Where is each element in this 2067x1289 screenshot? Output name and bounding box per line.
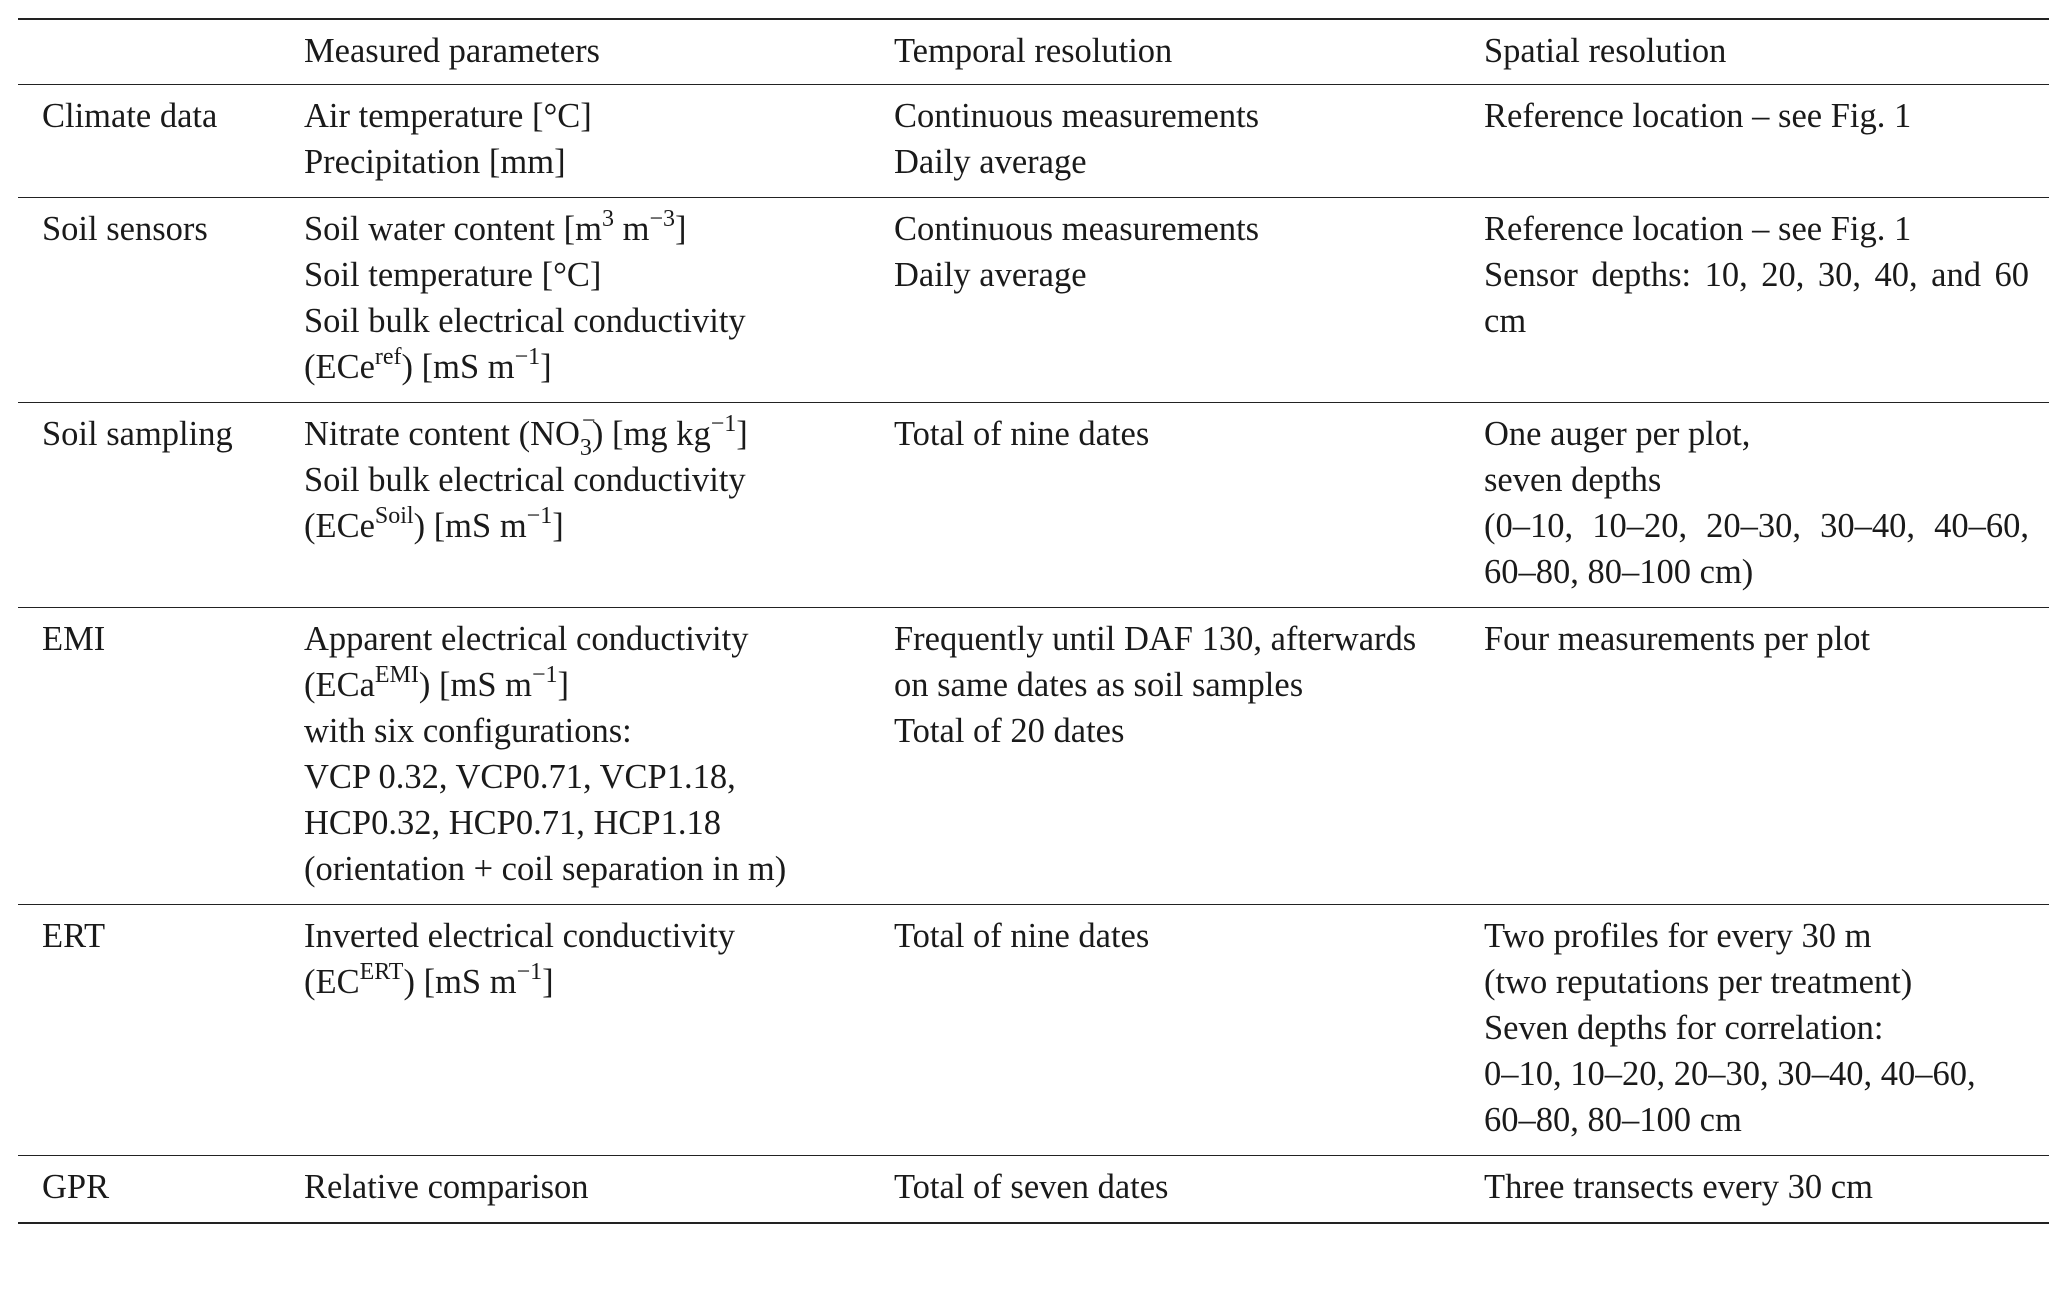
soil-water-content: Soil water content [$m^3$ $m^{-3}$] <box>304 206 687 248</box>
spatial-resolution-cell: Reference location – see Fig. 1 Sensor depths: 10, 20, 30, 40, and 60 cm <box>1484 210 2029 340</box>
row-label: ERT <box>42 917 106 955</box>
measured-parameters-cell: Soil water content [$m^3$ $m^{-3}$] Soil temperature [°C] Soil bulk electrical conductivity (ECe$^{ref}$) [mS $m^{-1}$] <box>280 198 870 403</box>
nitrate-content: Nitrate content (NO − $_3$) [mg $kg^{-1}$] <box>304 408 748 461</box>
header-spatial-resolution: Spatial resolution <box>1484 32 1727 70</box>
temporal-resolution-cell: Continuous measurements Daily average <box>894 210 1260 294</box>
data-table <box>18 18 2049 1224</box>
measured-parameters-cell: Inverted electrical conductivity $(EC^{ERT})$ [mS $m^{-1}$] <box>280 905 870 1156</box>
table-row-emi <box>18 608 2049 905</box>
header-temporal-resolution: Temporal resolution <box>894 32 1173 70</box>
row-label: EMI <box>42 620 106 658</box>
temporal-resolution-cell: Frequently until DAF 130, afterwards on same dates as soil samples Total of 20 dates <box>894 620 1417 750</box>
ec-ert: $(EC^{ERT})$ [mS $m^{-1}$] <box>304 959 554 1001</box>
temporal-resolution-cell: Total of nine dates <box>894 415 1150 453</box>
table-row-soil-sensors <box>18 198 2049 403</box>
temporal-resolution-cell: Continuous measurements Daily average <box>894 97 1260 181</box>
temporal-resolution-cell: Total of nine dates <box>894 917 1150 955</box>
spatial-resolution-cell: One auger per plot, seven depths (0–10, 10–20, 20–30, 30–40, 40–60, 60–80, 80–100 cm) <box>1484 415 2029 591</box>
spatial-resolution-cell: Two profiles for every 30 m (two reputations per treatment) Seven depths for correlation: 0–10, 10–20, 20–30, 30–40, 40–60, 60–80, 80–100 cm <box>1484 917 1976 1139</box>
ece-ref: (ECe$^{ref}$) [mS $m^{-1}$] <box>304 344 552 386</box>
temporal-resolution-cell: Total of seven dates <box>894 1168 1169 1206</box>
row-label: Soil sampling <box>42 415 233 453</box>
table-row-gpr <box>18 1156 2049 1224</box>
table-container <box>18 18 2049 1224</box>
spatial-resolution-cell: Reference location – see Fig. 1 <box>1484 97 1912 135</box>
spatial-resolution-cell: Three transects every 30 cm <box>1484 1168 1873 1206</box>
row-label: Soil sensors <box>42 210 208 248</box>
row-label: Climate data <box>42 97 218 135</box>
header-measured-parameters: Measured parameters <box>304 32 600 70</box>
measured-parameters-cell: Nitrate content (NO − $_3$) [mg $kg^{-1}$] Soil bulk electrical conductivity (ECe$^{Soil}$) [mS $m^{-1}$] <box>280 403 870 608</box>
measured-parameters-cell: Air temperature [°C] Precipitation [mm] <box>304 97 592 181</box>
measured-parameters-cell: Relative comparison <box>304 1168 589 1206</box>
table-row-climate-data <box>18 85 2049 198</box>
ece-soil: (ECe$^{Soil}$) [mS $m^{-1}$] <box>304 503 564 545</box>
table-row-ert <box>18 905 2049 1156</box>
eca-emi: (ECa$^{EMI}$) [mS $m^{-1}$] <box>304 662 570 704</box>
spatial-resolution-cell: Four measurements per plot <box>1484 620 1871 658</box>
table-row-soil-sampling <box>18 403 2049 608</box>
row-label: GPR <box>42 1168 110 1206</box>
header-row <box>18 19 2049 85</box>
header-empty <box>18 19 280 85</box>
measured-parameters-cell: Apparent electrical conductivity (ECa$^{EMI}$) [mS $m^{-1}$] with six configurations: VCP 0.32, VCP0.71, VCP1.18, HCP0.32, HCP0.71, HCP1.18 (orientation + coil separation in m) <box>280 608 870 905</box>
